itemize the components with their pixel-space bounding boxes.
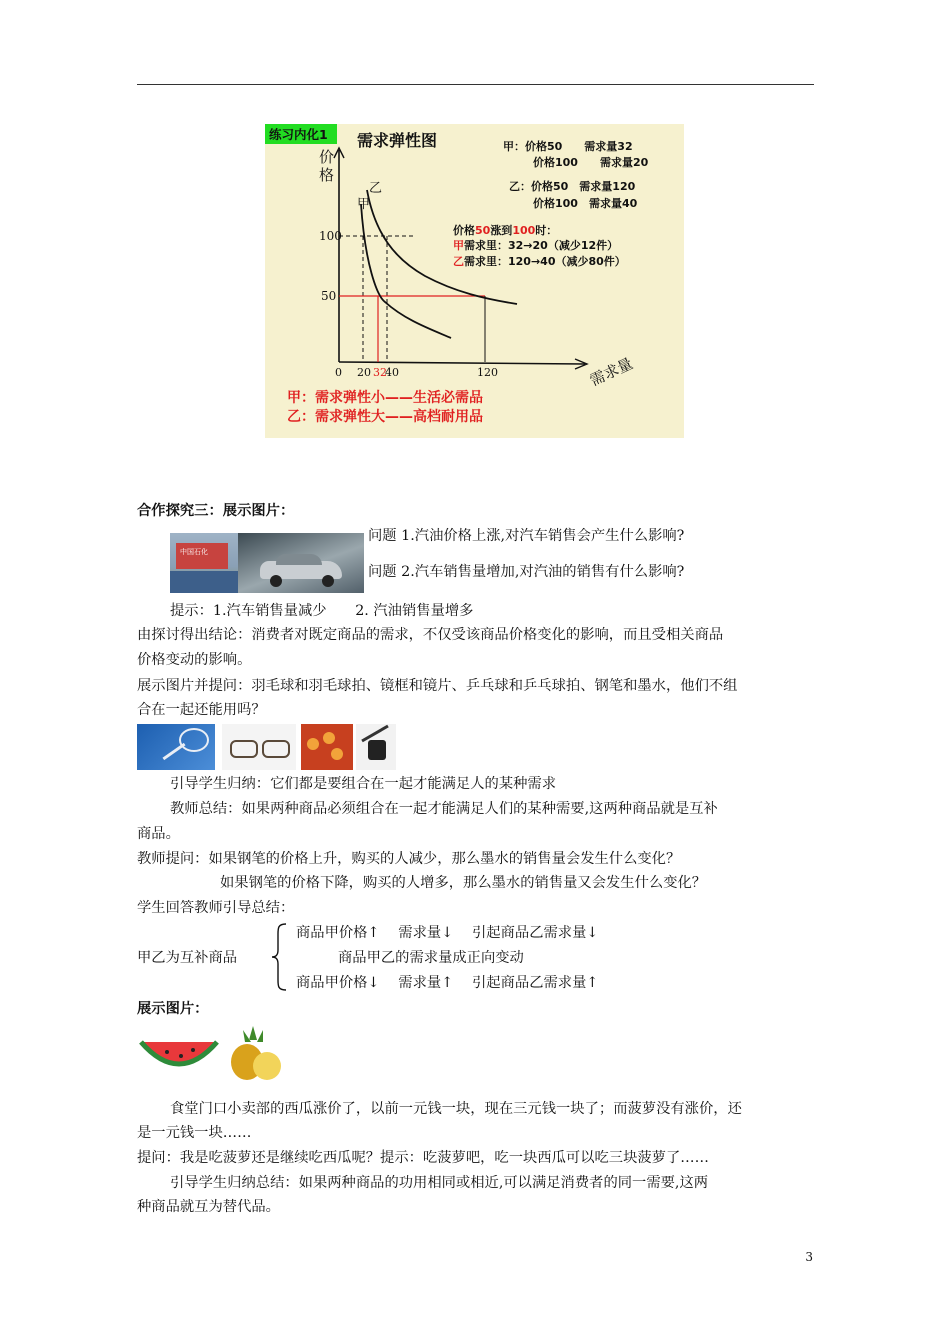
change-title-e: 时： xyxy=(535,224,558,237)
demand-elasticity-figure xyxy=(265,124,684,438)
gas-station-photo xyxy=(170,533,238,593)
car-wheel-front xyxy=(270,575,282,587)
conclusion-a: 由探讨得出结论：消费者对既定商品的需求，不仅受该商品价格变化的影响，而且受相关商品 xyxy=(137,627,724,643)
car-wheel-rear xyxy=(322,575,334,587)
car-roof xyxy=(276,554,322,565)
x-axis-label: 需求量 xyxy=(587,354,636,390)
show-question-a: 展示图片并提问：羽毛球和羽毛球拍、镜框和镜片、乒乓球和乒乓球拍、钢笔和墨水，他们不组 xyxy=(137,678,738,694)
glasses-lens-right xyxy=(262,740,290,758)
change-jia-mark: 甲 xyxy=(453,239,464,252)
question-1: 问题 1.汽油价格上涨,对汽车销售会产生什么影响? xyxy=(368,528,685,544)
header-rule xyxy=(137,84,814,85)
change-yi xyxy=(453,254,626,268)
melon-story-b: 是一元钱一块…… xyxy=(137,1125,252,1141)
watermelon-icon xyxy=(137,1024,221,1084)
student-answer: 学生回答教师引导总结： xyxy=(137,900,295,916)
y-label-1: 价 xyxy=(319,148,335,166)
gas-station-banner xyxy=(170,571,238,593)
curve-label-yi: 乙 xyxy=(369,181,383,196)
x-tick-120: 120 xyxy=(477,366,498,379)
pingpong-ball-3 xyxy=(331,748,343,760)
show-question-b: 合在一起还能用吗？ xyxy=(137,702,266,718)
change-title-a: 价格 xyxy=(453,224,475,237)
question-2: 问题 2.汽车销售量增加,对汽油的销售有什么影响? xyxy=(368,564,685,580)
ink-bottle xyxy=(368,740,386,760)
x-tick-32: 32 xyxy=(373,366,387,379)
change-jia xyxy=(453,238,618,252)
teacher-summary-b: 商品。 xyxy=(137,826,180,842)
complement-line-1: 商品甲价格↑ 需求量↓ 引起商品乙需求量↓ xyxy=(296,925,599,941)
y-tick-100: 100 xyxy=(319,229,342,243)
y-label-2: 格 xyxy=(319,166,335,184)
change-title-b: 50 xyxy=(475,224,491,237)
curve-label-jia: 甲 xyxy=(357,197,371,212)
brace xyxy=(270,922,290,992)
car-photo xyxy=(238,533,364,593)
change-title-d: 100 xyxy=(512,224,536,237)
substitute-summary-b: 种商品就互为替代品。 xyxy=(137,1199,280,1215)
show-pictures-heading: 展示图片： xyxy=(137,1001,209,1017)
pineapple-photo xyxy=(223,1024,285,1084)
teacher-summary-a: 教师总结：如果两种商品必须组合在一起才能满足人们的某种需要,这两种商品就是互补 xyxy=(170,801,718,817)
melon-story-a: 食堂门口小卖部的西瓜涨价了，以前一元钱一块，现在三元钱一块了；而菠萝没有涨价，还 xyxy=(170,1101,742,1117)
x-tick-40: 40 xyxy=(385,366,399,379)
change-yi-mark: 乙 xyxy=(453,255,464,268)
guide-summary: 引导学生归纳：它们都是要组合在一起才能满足人的某种需求 xyxy=(170,776,557,792)
change-yi-text: 需求里：120→40（减少80件） xyxy=(464,255,626,268)
badminton-photo xyxy=(137,724,215,770)
racket-handle xyxy=(162,743,185,760)
info-jia-1: 甲：价格50 需求量32 xyxy=(503,140,633,153)
pineapple-icon xyxy=(223,1024,285,1084)
teacher-question-1: 教师提问：如果钢笔的价格上升，购买的人减少，那么墨水的销售量会发生什么变化？ xyxy=(137,851,681,867)
change-title-c: 涨到 xyxy=(490,224,513,237)
gas-station-sign-text: 中国石化 xyxy=(180,548,208,556)
section3-heading: 合作探究三：展示图片： xyxy=(137,503,295,519)
watermelon-photo xyxy=(137,1024,221,1084)
question-line: 提问：我是吃菠萝还是继续吃西瓜呢？提示：吃菠萝吧，吃一块西瓜可以吃三块菠萝了…… xyxy=(137,1150,709,1166)
substitute-summary-a: 引导学生归纳总结：如果两种商品的功用相同或相近,可以满足消费者的同一需要,这两 xyxy=(170,1175,709,1191)
elasticity-chart xyxy=(265,124,684,438)
pingpong-photo xyxy=(301,724,353,770)
glasses-photo xyxy=(222,724,296,770)
x-tick-0: 0 xyxy=(335,366,342,379)
teacher-question-2: 如果钢笔的价格下降，购买的人增多，那么墨水的销售量又会发生什么变化？ xyxy=(220,875,707,891)
info-yi-2: 价格100 需求量40 xyxy=(533,197,638,210)
complement-label: 甲乙为互补商品 xyxy=(137,950,238,966)
figure-tag: 练习内化1 xyxy=(269,127,328,142)
x-axis xyxy=(339,362,585,364)
y-tick-50: 50 xyxy=(321,289,337,303)
complement-line-3: 商品甲价格↓ 需求量↑ 引起商品乙需求量↑ xyxy=(296,975,599,991)
change-jia-text: 需求里：32→20（减少12件） xyxy=(464,239,619,252)
info-jia-2: 价格100 需求量20 xyxy=(533,156,649,169)
racket-head xyxy=(179,728,209,752)
info-yi-1: 乙：价格50 需求量120 xyxy=(509,180,636,193)
pingpong-ball-2 xyxy=(323,732,335,744)
glasses-lens-left xyxy=(230,740,258,758)
figure-title: 需求弹性图 xyxy=(357,131,438,150)
conclusion-yi: 乙：需求弹性大——高档耐用品 xyxy=(287,409,483,425)
page-number: 3 xyxy=(805,1250,813,1264)
change-title xyxy=(453,223,557,237)
conclusion-b: 价格变动的影响。 xyxy=(137,652,252,668)
complement-line-2: 商品甲乙的需求量成正向变动 xyxy=(338,950,524,966)
conclusion-jia: 甲：需求弹性小——生活必需品 xyxy=(287,390,483,406)
hint-line: 提示：1.汽车销售量减少 2. 汽油销售量增多 xyxy=(170,603,474,619)
curve-jia xyxy=(361,204,451,338)
x-tick-20: 20 xyxy=(357,366,371,379)
pingpong-ball-1 xyxy=(307,738,319,750)
pen-ink-photo xyxy=(356,724,396,770)
